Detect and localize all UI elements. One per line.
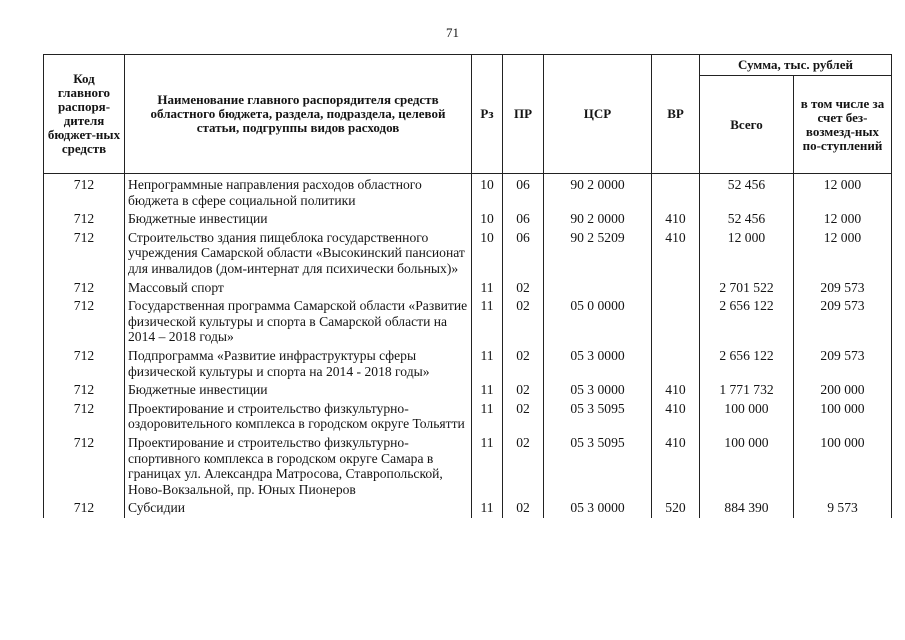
row-name: Бюджетные инвестиции [125, 381, 472, 400]
row-code: 712 [44, 499, 125, 518]
row-vr [652, 347, 700, 381]
row-pr: 02 [503, 279, 544, 298]
table-row [44, 297, 892, 347]
row-rz: 11 [472, 279, 503, 298]
row-pr: 06 [503, 229, 544, 279]
header-free: в том числе за счет без-возмезд-ных по-ступлений [794, 76, 892, 174]
row-code: 712 [44, 400, 125, 434]
row-total: 2 701 522 [700, 279, 794, 298]
row-vr: 520 [652, 499, 700, 518]
row-free: 9 573 [794, 499, 892, 518]
row-total: 2 656 122 [700, 297, 794, 347]
row-csr: 05 3 5095 [544, 400, 652, 434]
row-name: Проектирование и строительство физкультурно-оздоровительного комплекса в городском округе Тольятти [125, 400, 472, 434]
row-csr [544, 279, 652, 298]
row-total: 52 456 [700, 210, 794, 229]
row-rz: 10 [472, 174, 503, 211]
row-pr: 02 [503, 499, 544, 518]
row-free: 209 573 [794, 279, 892, 298]
row-free: 209 573 [794, 347, 892, 381]
header-rz: Рз [472, 55, 503, 174]
table-row [44, 210, 892, 229]
row-csr: 05 3 5095 [544, 434, 652, 499]
row-code: 712 [44, 279, 125, 298]
budget-table [43, 54, 892, 518]
row-vr: 410 [652, 400, 700, 434]
page-number: 71 [446, 25, 459, 40]
row-vr: 410 [652, 229, 700, 279]
row-free: 200 000 [794, 381, 892, 400]
row-code: 712 [44, 210, 125, 229]
row-rz: 11 [472, 347, 503, 381]
header-csr: ЦСР [544, 55, 652, 174]
row-rz: 11 [472, 400, 503, 434]
row-free: 12 000 [794, 174, 892, 211]
row-free: 12 000 [794, 210, 892, 229]
row-free: 209 573 [794, 297, 892, 347]
table-row [44, 499, 892, 518]
row-rz: 11 [472, 499, 503, 518]
row-csr: 05 0 0000 [544, 297, 652, 347]
row-vr: 410 [652, 381, 700, 400]
row-name: Непрограммные направления расходов областного бюджета в сфере социальной политики [125, 174, 472, 211]
row-rz: 10 [472, 229, 503, 279]
row-pr: 02 [503, 297, 544, 347]
table-row [44, 434, 892, 499]
row-code: 712 [44, 381, 125, 400]
row-pr: 02 [503, 381, 544, 400]
row-vr: 410 [652, 210, 700, 229]
row-csr: 90 2 0000 [544, 210, 652, 229]
row-csr: 90 2 5209 [544, 229, 652, 279]
table-header [44, 55, 892, 174]
table-row [44, 400, 892, 434]
row-code: 712 [44, 174, 125, 211]
header-total: Всего [700, 76, 794, 174]
row-pr: 06 [503, 210, 544, 229]
table-row [44, 174, 892, 211]
header-sum-group: Сумма, тыс. рублей [700, 55, 892, 76]
row-code: 712 [44, 434, 125, 499]
row-csr: 90 2 0000 [544, 174, 652, 211]
row-name: Массовый спорт [125, 279, 472, 298]
row-free: 100 000 [794, 400, 892, 434]
row-name: Строительство здания пищеблока государственного учреждения Самарской области «Высокинский пансионат для инвалидов (дом-интернат для психически больных)» [125, 229, 472, 279]
row-code: 712 [44, 297, 125, 347]
row-rz: 11 [472, 434, 503, 499]
row-free: 12 000 [794, 229, 892, 279]
row-total: 884 390 [700, 499, 794, 518]
row-total: 1 771 732 [700, 381, 794, 400]
row-name: Государственная программа Самарской области «Развитие физической культуры и спорта в Самарской области на 2014 – 2018 годы» [125, 297, 472, 347]
header-code: Код главного распоря-дителя бюджет-ных средств [44, 55, 125, 174]
row-csr: 05 3 0000 [544, 347, 652, 381]
table-body [44, 174, 892, 518]
header-vr: ВР [652, 55, 700, 174]
table-row [44, 381, 892, 400]
row-vr [652, 279, 700, 298]
row-total: 2 656 122 [700, 347, 794, 381]
table-row [44, 229, 892, 279]
row-total: 12 000 [700, 229, 794, 279]
row-total: 100 000 [700, 400, 794, 434]
row-name: Субсидии [125, 499, 472, 518]
row-csr: 05 3 0000 [544, 499, 652, 518]
row-rz: 11 [472, 381, 503, 400]
row-pr: 02 [503, 434, 544, 499]
row-pr: 06 [503, 174, 544, 211]
row-code: 712 [44, 347, 125, 381]
header-pr: ПР [503, 55, 544, 174]
row-name: Бюджетные инвестиции [125, 210, 472, 229]
row-name: Подпрограмма «Развитие инфраструктуры сферы физической культуры и спорта на 2014 - 2018 годы» [125, 347, 472, 381]
row-free: 100 000 [794, 434, 892, 499]
row-csr: 05 3 0000 [544, 381, 652, 400]
table-row [44, 347, 892, 381]
header-name: Наименование главного распорядителя средств областного бюджета, раздела, подраздела, целевой статьи, подгруппы видов расходов [125, 55, 472, 174]
row-code: 712 [44, 229, 125, 279]
row-rz: 10 [472, 210, 503, 229]
table-row [44, 279, 892, 298]
row-total: 52 456 [700, 174, 794, 211]
row-vr [652, 297, 700, 347]
row-rz: 11 [472, 297, 503, 347]
row-vr [652, 174, 700, 211]
row-total: 100 000 [700, 434, 794, 499]
row-pr: 02 [503, 347, 544, 381]
row-vr: 410 [652, 434, 700, 499]
row-pr: 02 [503, 400, 544, 434]
row-name: Проектирование и строительство физкультурно-спортивного комплекса в городском округе Самара в границах ул. Александра Матросова, Ставропольской, Ново-Вокзальной, пр. Юных Пионеров [125, 434, 472, 499]
